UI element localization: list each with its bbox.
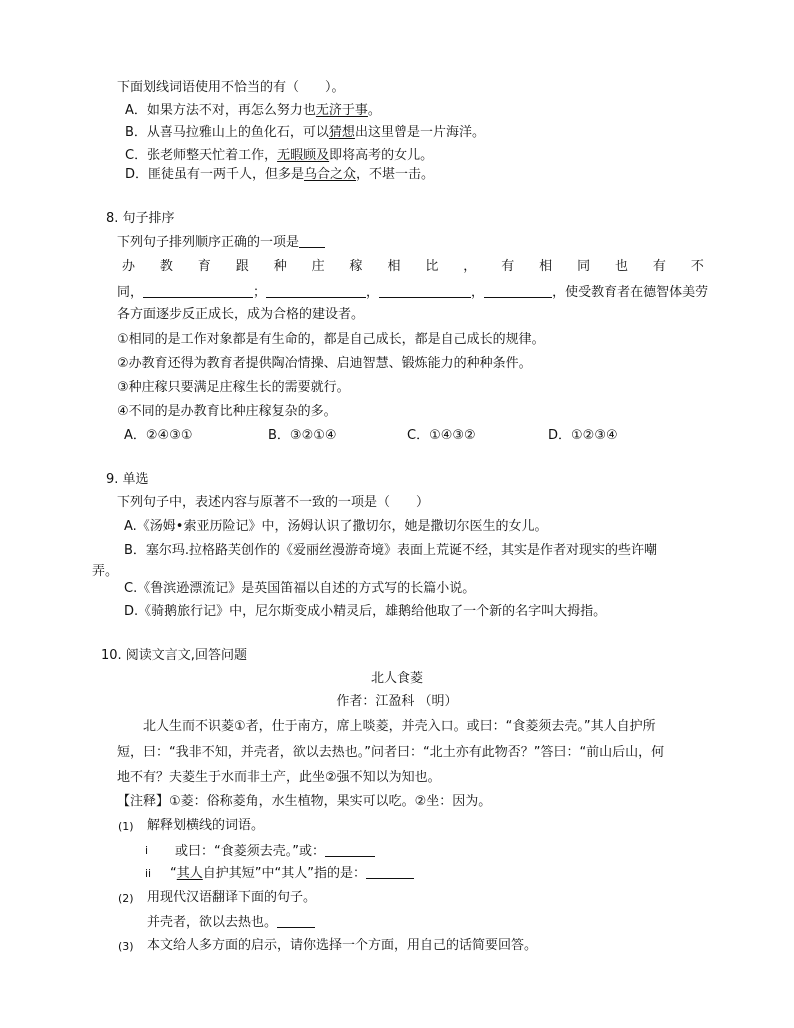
q10-author: 作者：江盈科 （明） xyxy=(336,694,458,709)
q9-option-d: D.《骑鹅旅行记》中，尼尔斯变成小精灵后，雄鹅给他取了一个新的名字叫大拇指。 xyxy=(124,604,607,619)
q8-sentence-4: ④不同的是办教育比种庄稼复杂的多。 xyxy=(117,404,337,419)
q9-stem: 下列句子中，表述内容与原著不一致的一项是（ ） xyxy=(117,495,430,510)
blank-4[interactable] xyxy=(484,283,552,298)
q8-sentence-2: ②办教育还得为教育者提供陶冶情操、启迪智慧、锻炼能力的种种条件。 xyxy=(117,356,532,371)
q7-stem: 下面划线词语使用不恰当的有（ ）。 xyxy=(117,80,345,95)
spread-char: 也 xyxy=(614,259,628,274)
spread-char: 育 xyxy=(197,259,211,274)
q8-stem: 下列句子排列顺序正确的一项是 xyxy=(117,233,325,252)
q9-option-a: A.《汤姆•索亚历险记》中，汤姆认识了撒切尔，她是撒切尔医生的女儿。 xyxy=(124,519,548,534)
q10-sub1-text: 解释划横线的词语。 xyxy=(147,818,265,833)
q10-sub2-sentence: 并壳者，欲以去热也。 xyxy=(147,913,315,932)
q10-sub3-text: 本文给人多方面的启示，请你选择一个方面，用自己的话简要回答。 xyxy=(147,938,538,953)
q10-header: 10. 阅读文言文,回答问题 xyxy=(101,648,247,663)
q10-sub1-ii: “其人自护其短”中“其人”指的是： xyxy=(170,864,414,883)
q9-option-b-line2: 弄。 xyxy=(92,564,119,579)
spread-char: 不 xyxy=(690,259,704,274)
spread-char: 办 xyxy=(122,259,136,274)
q10-para-line3: 地不有？夫菱生于水而非土产，此坐②强不知以为知也。 xyxy=(117,770,441,785)
q7-option-b: B．从喜马拉雅山上的鱼化石，可以猜想出这里曾是一片海洋。 xyxy=(125,125,485,140)
spread-char: 相 xyxy=(539,259,553,274)
q8-sentence-3: ③种庄稼只要满足庄稼生长的需要就行。 xyxy=(117,380,350,395)
blank-3[interactable] xyxy=(379,283,471,298)
q10-para-line1: 北人生而不识菱①者，仕于南方，席上啖菱，并壳入口。或曰：“食菱须去壳。”其人自护所 xyxy=(143,719,656,734)
q9-option-c: C.《鲁滨逊漂流记》是英国笛福以自述的方式写的长篇小说。 xyxy=(124,581,476,596)
q10-sub1-ii-number: ii xyxy=(145,867,152,880)
q10-para-line2: 短，曰：“我非不知，并壳者，欲以去热也。”问者曰：“北土亦有此物否？”答曰：“前山后山，何 xyxy=(117,745,665,760)
q7-option-c: C．张老师整天忙着工作，无暇顾及即将高考的女儿。 xyxy=(125,148,434,163)
q8-spread-line xyxy=(122,258,704,276)
q10-sub2-text: 用现代汉语翻译下面的句子。 xyxy=(147,890,317,905)
q10-sub1-i-number: i xyxy=(145,844,149,857)
spread-char: ， xyxy=(463,259,477,274)
q8-answer-blank[interactable] xyxy=(299,233,325,248)
spread-char: 相 xyxy=(387,259,401,274)
q8-header: 8. 句子排序 xyxy=(106,211,175,226)
q8-line3: 各方面逐步反正成长，成为合格的建设者。 xyxy=(117,307,365,322)
q8-option-a: A．②④③① xyxy=(124,428,193,443)
q7-option-d: D．匪徒虽有一两千人，但多是乌合之众，不堪一击。 xyxy=(125,167,435,182)
spread-char: 比 xyxy=(425,259,439,274)
q9-header: 9. 单选 xyxy=(106,472,149,487)
q10-sub3-number: (3) xyxy=(118,940,134,953)
answer-blank-i[interactable] xyxy=(325,842,375,857)
q10-sub1-number: (1) xyxy=(118,820,134,833)
spread-char: 跟 xyxy=(235,259,249,274)
spread-char: 有 xyxy=(501,259,515,274)
q10-sub1-i: 或曰：“食菱须去壳。”或： xyxy=(175,842,375,861)
q8-option-d: D．①②③④ xyxy=(548,428,618,443)
spread-char: 同 xyxy=(577,259,591,274)
spread-char: 有 xyxy=(652,259,666,274)
spread-char: 庄 xyxy=(311,259,325,274)
blank-2[interactable] xyxy=(266,283,366,298)
spread-char: 教 xyxy=(159,259,173,274)
q8-line2: 同， ； ， ， ，使受教育者在德智体美劳 xyxy=(117,285,709,300)
spread-char: 种 xyxy=(273,259,287,274)
q10-title: 北人食菱 xyxy=(370,671,423,686)
answer-blank-ii[interactable] xyxy=(366,864,414,879)
answer-blank-translate[interactable] xyxy=(277,913,315,928)
spread-char: 稼 xyxy=(349,259,363,274)
q8-option-c: C．①④③② xyxy=(407,428,476,443)
q9-option-b-line1: B．塞尔玛.拉格路芙创作的《爱丽丝漫游奇境》表面上荒诞不经，其实是作者对现实的些许嘲 xyxy=(124,543,658,558)
q8-sentence-1: ①相同的是工作对象都是有生命的，都是自己成长，都是自己成长的规律。 xyxy=(117,332,545,347)
q8-option-b: B．③②①④ xyxy=(268,428,337,443)
q7-option-a: A．如果方法不对，再怎么努力也无济于事。 xyxy=(125,103,381,118)
q10-sub2-number: (2) xyxy=(118,892,134,905)
q10-note: 【注释】①菱：俗称菱角，水生植物，果实可以吃。②坐：因为。 xyxy=(117,794,492,809)
blank-1[interactable] xyxy=(143,283,253,298)
